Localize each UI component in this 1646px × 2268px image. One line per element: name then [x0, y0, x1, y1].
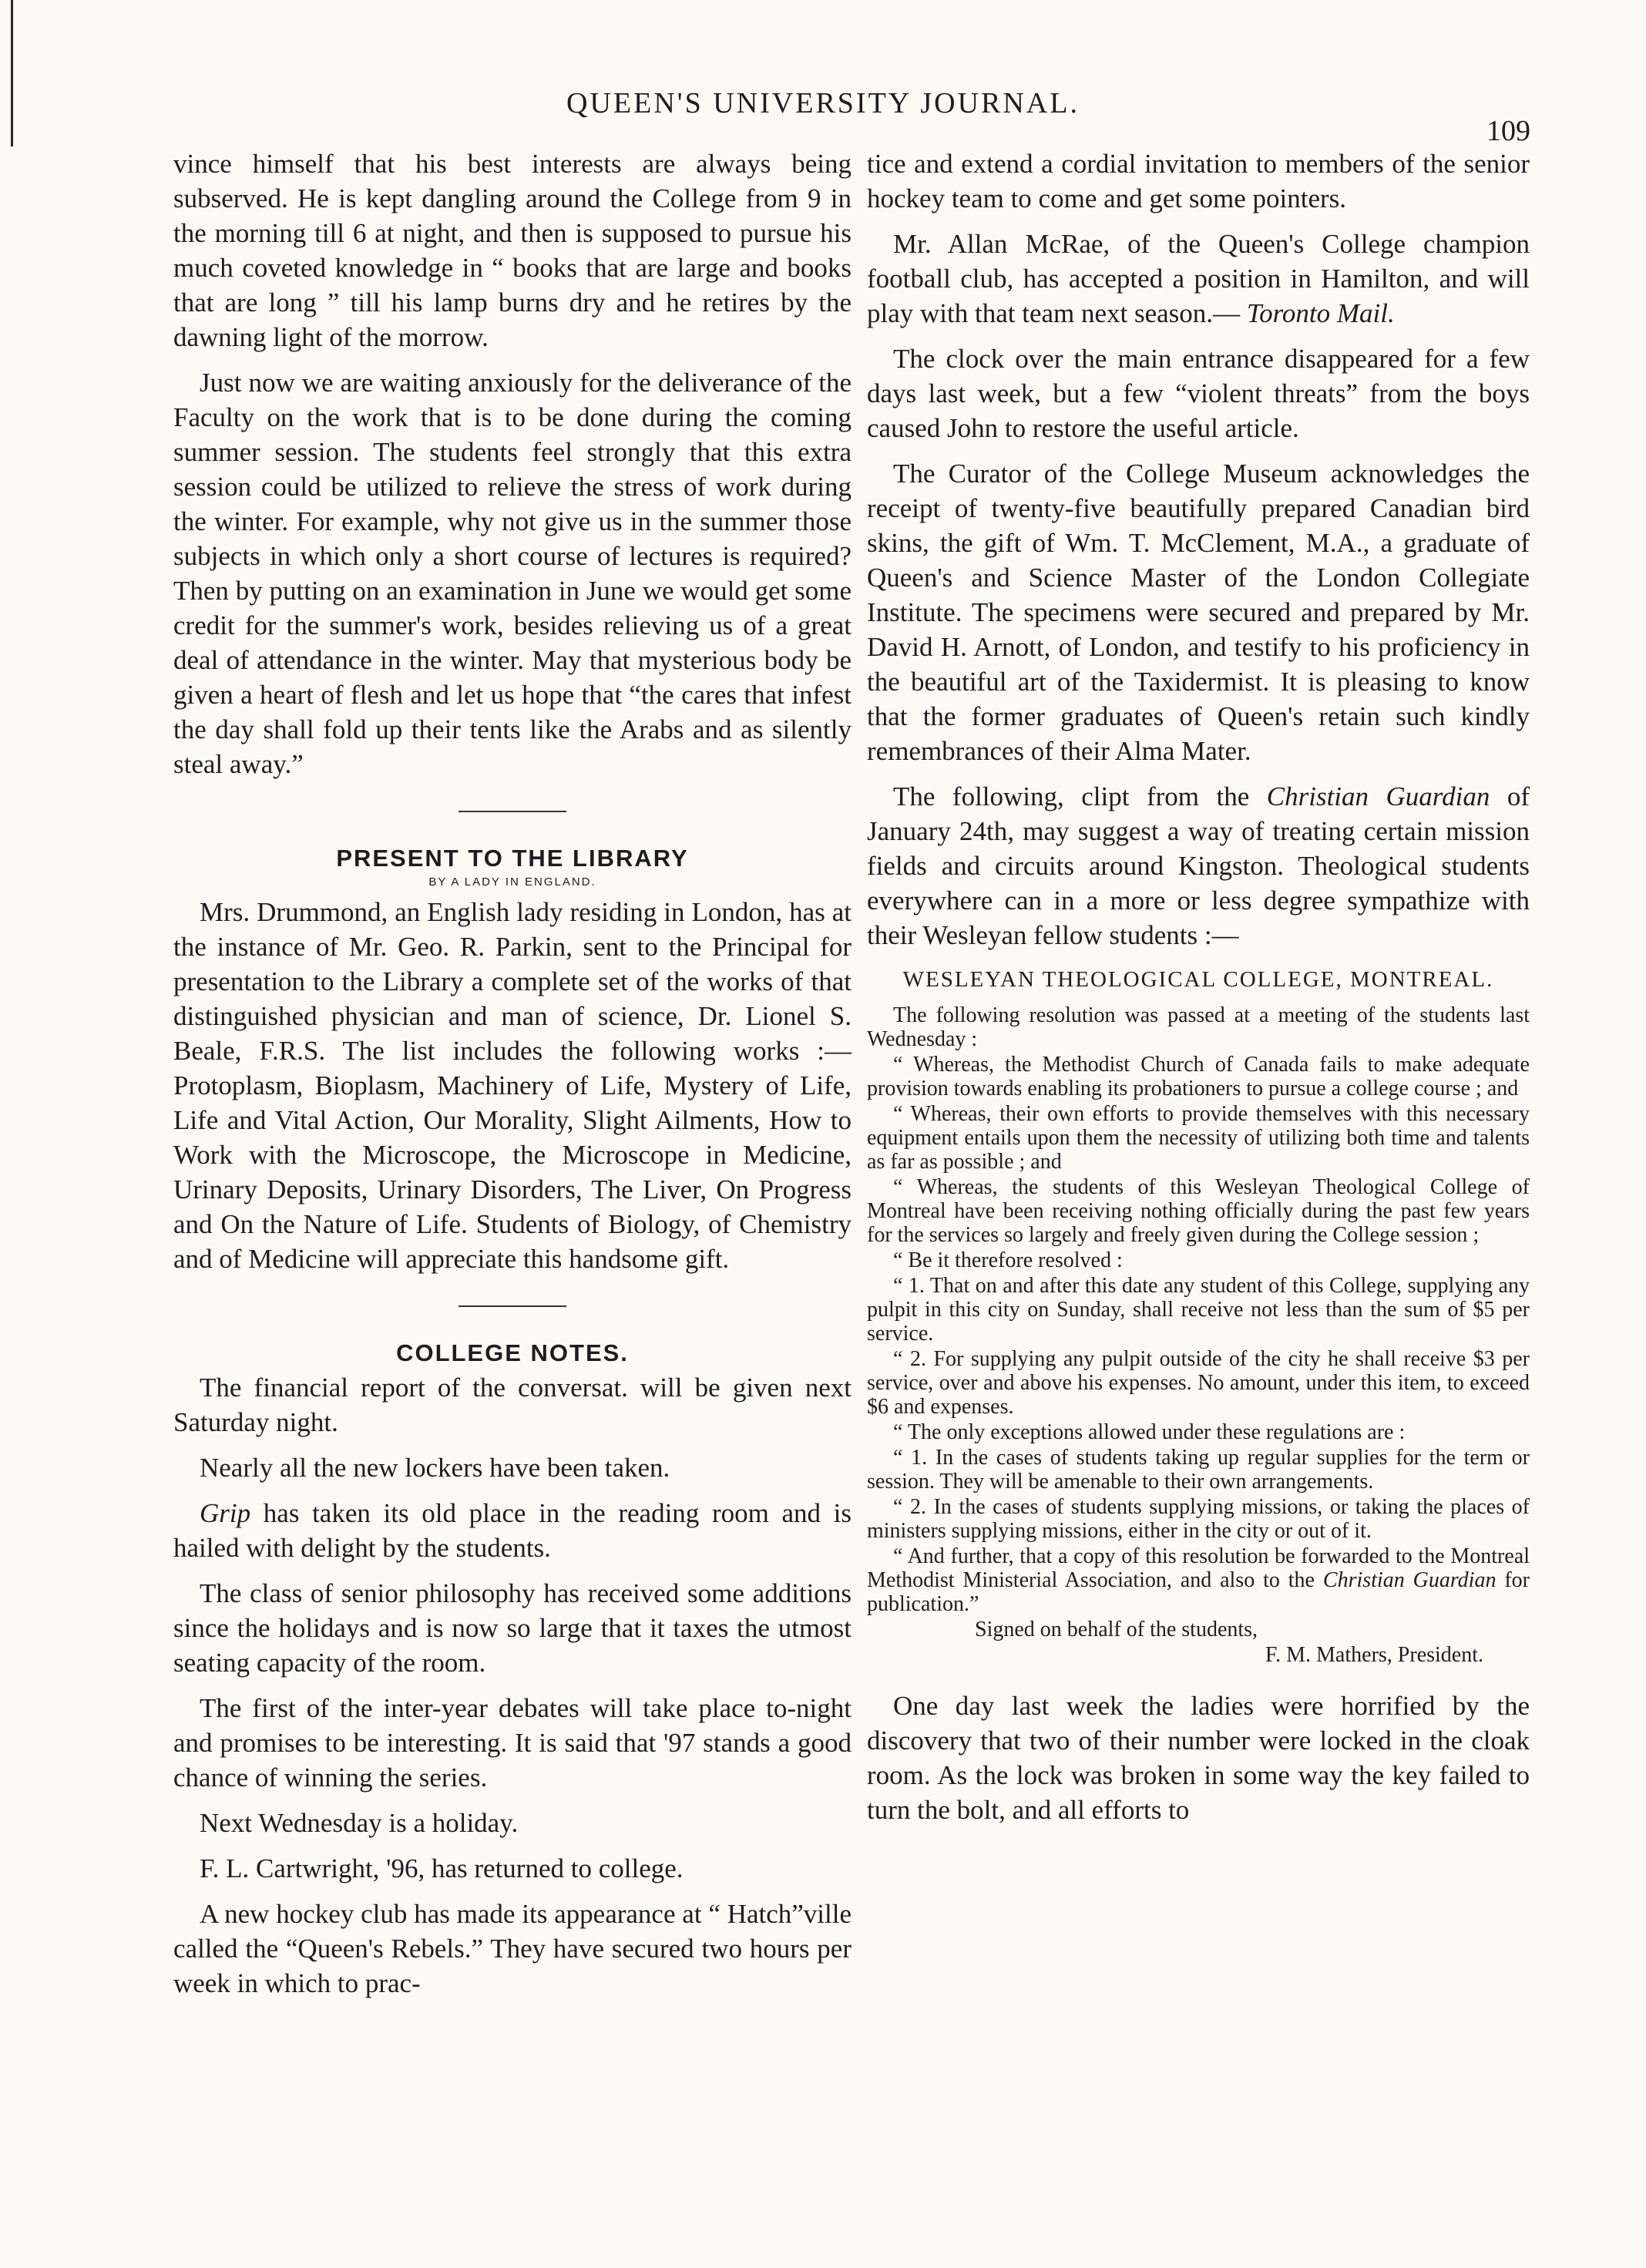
source-credit: Toronto Mail.: [1246, 298, 1395, 328]
mcrae-paragraph: [867, 227, 1530, 331]
note-item: Nearly all the new lockers have been taken.: [200, 1453, 670, 1483]
newspaper-title: Christian Guardian: [1322, 1568, 1497, 1592]
mcrae-text: Mr. Allan McRae, of the Queen's College champion football club, has accepted a position in Hamilton, and will play with that team next season.—: [867, 229, 1530, 328]
resolution-line: “ The only exceptions allowed under these regulations are :: [893, 1420, 1406, 1444]
wesleyan-heading: WESLEYAN THEOLOGICAL COLLEGE, MONTREAL.: [902, 967, 1494, 992]
note-item: A new hockey club has made its appearance at “ Hatch”ville called the “Queen's Rebels.” They have secured two hours per week in which to prac-: [173, 1899, 852, 1998]
resolution-block: [867, 1003, 1530, 1667]
guardian-intro-paragraph: [867, 779, 1530, 953]
summer-session-paragraph: Just now we are waiting anxiously for the deliverance of the Faculty on the work that is to be done during the coming summer session. The students feel strongly that this extra session could be utilized to relieve the stress of work during the winter. For example, why not give us in the summer those subjects in which only a short course of lectures is required? Then by putting on an examination in June we would get some credit for the summer's work, besides relieving us of a great deal of attendance in the winter. May that mysterious body be given a heart of flesh and let us hope that “the cares that infest the day shall fold up their tents like the Arabs and as silently steal away.”: [173, 368, 852, 779]
museum-paragraph: The Curator of the College Museum acknowledges the receipt of twenty-five beautifully prepared Canadian bird skins, the gift of Wm. T. McClement, M.A., a graduate of Queen's and Science Master of the London Collegiate Institute. The specimens were secured and prepared by Mr. David H. Arnott, of London, and testify to his proficiency in the beautiful art of the Taxidermist. It is pleasing to know that the former graduates of Queen's retain such kindly remembrances of their Alma Mater.: [867, 459, 1530, 766]
left-column: [173, 146, 852, 2011]
resolution-line: The following resolution was passed at a meeting of the students last Wednesday :: [867, 1003, 1530, 1051]
section-divider: [459, 811, 566, 812]
guardian-intro-text: The following, clipt from the: [893, 781, 1250, 811]
resolution-text: “ And further, that a copy of this resolution be forwarded to the Montreal Methodist Ministerial Association, and also to the: [867, 1544, 1530, 1592]
note-item-text: has taken its old place in the reading room and is hailed with delight by the students.: [173, 1498, 852, 1563]
newspaper-title: Christian Guardian: [1266, 781, 1490, 811]
note-item: F. L. Cartwright, '96, has returned to college.: [200, 1853, 684, 1883]
resolution-line: [867, 1544, 1530, 1616]
note-item: The class of senior philosophy has received some additions since the holidays and is now so large that it taxes the utmost seating capacity of the room.: [173, 1578, 852, 1678]
page-number: 109: [1486, 115, 1530, 147]
right-column: [867, 146, 1530, 1838]
grip-title: Grip: [200, 1498, 251, 1528]
library-heading: PRESENT TO THE LIBRARY: [336, 845, 689, 872]
continued-paragraph: vince himself that his best interests are always being subserved. He is kept dangling around the College from 9 in the morning till 6 at night, and then is supposed to pursue his much coveted knowledge in “ books that are large and books that are long ” till his lamp burns dry and he retires by the dawning light of the morrow.: [173, 149, 852, 352]
resolution-line: “ Whereas, their own efforts to provide themselves with this necessary equipment entails upon them the necessity of utilizing both time and talents as far as possible ; and: [867, 1102, 1530, 1174]
cloak-room-paragraph: One day last week the ladies were horrified by the discovery that two of their number were locked in the cloak room. As the lock was broken in some way the key failed to turn the bolt, and all efforts to: [867, 1691, 1530, 1825]
binding-edge-line: [11, 0, 13, 146]
resolution-line: “ 1. That on and after this date any student of this College, supplying any pulpit in this city on Sunday, shall receive not less than the sum of $5 per service.: [867, 1274, 1530, 1346]
library-paragraph: Mrs. Drummond, an English lady residing in London, has at the instance of Mr. Geo. R. Parkin, sent to the Principal for presentation to the Library a complete set of the works of that distinguished physician and man of science, Dr. Lionel S. Beale, F.R.S. The list includes the following works :—Protoplasm, Bioplasm, Machinery of Life, Mystery of Life, Life and Vital Action, Our Morality, Slight Ailments, How to Work with the Microscope, the Microscope in Medicine, Urinary Deposits, Urinary Disorders, The Liver, On Progress and On the Nature of Life. Students of Biology, of Chemistry and of Medicine will appreciate this handsome gift.: [173, 897, 852, 1274]
resolution-text: for publication.”: [867, 1568, 1530, 1616]
resolution-line: “ Whereas, the students of this Wesleyan Theological College of Montreal have been receiving nothing officially during the past few years for the services so largely and freely given during the College session ;: [867, 1175, 1530, 1247]
guardian-intro-text: of January 24th, may suggest a way of treating certain mission fields and circuits around Kingston. Theological students everywhere can in a more or less degree sympathize with their Wesleyan fellow students :—: [867, 781, 1530, 950]
note-item: [173, 1496, 852, 1565]
note-item: Next Wednesday is a holiday.: [200, 1808, 519, 1838]
note-item: The first of the inter-year debates will take place to-night and promises to be interesting. It is said that '97 stands a good chance of winning the series.: [173, 1693, 852, 1793]
note-item: The financial report of the conversat. will be given next Saturday night.: [173, 1373, 852, 1437]
clock-paragraph: The clock over the main entrance disappeared for a few days last week, but a few “violent threats” from the boys caused John to restore the useful article.: [867, 344, 1530, 443]
signature: F. M. Mathers, President.: [1265, 1643, 1483, 1667]
resolution-line: “ 1. In the cases of students taking up regular supplies for the term or session. They will be amenable to their own arrangements.: [867, 1446, 1530, 1494]
library-byline: BY A LADY IN ENGLAND.: [428, 875, 596, 889]
running-head: QUEEN'S UNIVERSITY JOURNAL.: [566, 87, 1080, 119]
section-divider: [459, 1305, 566, 1307]
college-notes-heading: COLLEGE NOTES.: [396, 1339, 629, 1366]
continued-paragraph: tice and extend a cordial invitation to members of the senior hockey team to come and get some pointers.: [867, 149, 1530, 213]
resolution-line: “ 2. For supplying any pulpit outside of the city he shall receive $3 per service, over and above his expenses. No amount, under this item, to exceed $6 and expenses.: [867, 1347, 1530, 1419]
signed-line: Signed on behalf of the students,: [975, 1618, 1258, 1641]
resolution-line: “ Whereas, the Methodist Church of Canada fails to make adequate provision towards enabling its probationers to pursue a college course ; and: [867, 1053, 1530, 1100]
resolution-line: “ 2. In the cases of students supplying missions, or taking the places of ministers supplying missions, either in the city or out of it.: [867, 1495, 1530, 1543]
resolution-line: “ Be it therefore resolved :: [893, 1248, 1123, 1272]
